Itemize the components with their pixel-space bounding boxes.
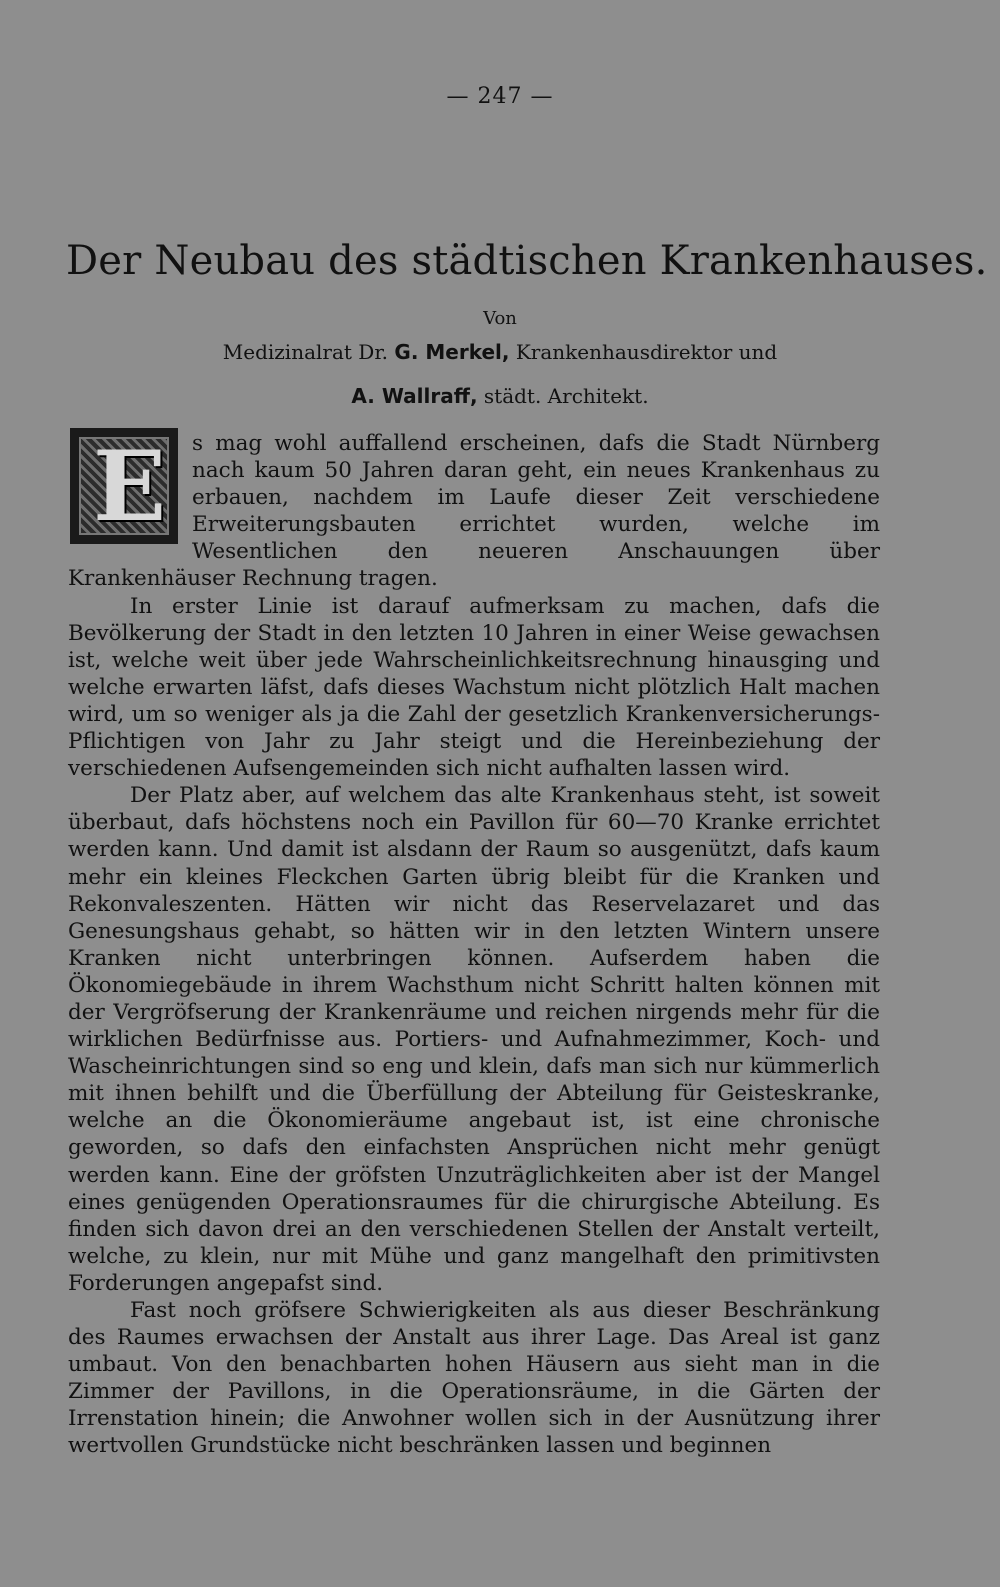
page-number: — 247 —	[446, 84, 554, 109]
author-1-name: G. Merkel,	[394, 340, 510, 364]
paragraph-1: s mag wohl auffallend erscheinen, dafs die Stadt Nürnberg nach kaum 50 Jahren daran geht, ein neues Krankenhaus zu erbauen, nachdem im Laufe dieser Zeit verschiedene Erweiterungsbauten errichtet wurden, welche im Wesentlichen den neueren Anschauungen über Krankenhäuser Rechnung tragen.	[68, 431, 880, 592]
author-1-title: Medizinalrat Dr.	[222, 340, 389, 364]
byline-von: Von	[483, 308, 517, 329]
author-2-name: A. Wallraff,	[351, 384, 478, 408]
author-1-role: Krankenhausdirektor und	[515, 340, 778, 364]
byline-author-2	[0, 384, 1000, 408]
byline-author-1	[0, 340, 1000, 364]
initial-letter: E	[93, 430, 167, 543]
article-title: Der Neubau des städtischen Krankenhauses.	[66, 238, 988, 284]
article-body	[68, 430, 880, 1460]
paragraph-4: Fast noch gröfsere Schwierigkeiten als aus dieser Beschränkung des Raumes erwachsen der Anstalt aus ihrer Lage. Das Areal ist ganz umbaut. Von den benachbarten hohen Häusern aus sieht man in die Zimmer der Pavillons, in die Operationsräume, in die Gärten der Irrenstation hinein; die Anwohner wollen sich in der Ausnützung ihrer wertvollen Grundstücke nicht beschränken lassen und beginnen	[68, 1298, 880, 1459]
author-2-role: städt. Architekt.	[483, 384, 649, 408]
paragraph-3: Der Platz aber, auf welchem das alte Krankenhaus steht, ist soweit überbaut, dafs höchstens noch ein Pavillon für 60—70 Kranke errichtet werden kann. Und damit ist alsdann der Raum so ausgenützt, dafs kaum mehr ein kleines Fleckchen Garten übrig bleibt für die Kranken und Rekonvaleszenten. Hätten wir nicht das Reservelazaret und das Genesungshaus gehabt, so hätten wir in den letzten Wintern unsere Kranken nicht unterbringen können. Aufserdem haben die Ökonomiegebäude in ihrem Wachsthum nicht Schritt halten können mit der Vergröfserung der Krankenräume und reichen nirgends mehr für die wirklichen Bedürfnisse aus. Portiers- und Aufnahmezimmer, Koch- und Wascheinrichtungen sind so eng und klein, dafs man sich nur kümmerlich mit ihnen behilft und die Überfüllung der Abteilung für Geisteskranke, welche an die Ökonomieräume angebaut ist, ist eine chronische geworden, so dafs den einfachsten Ansprüchen nicht mehr genügt werden kann. Eine der gröfsten Unzuträglichkeiten aber ist der Mangel eines genügenden Operationsraumes für die chirurgische Abteilung. Es finden sich davon drei an den verschiedenen Stellen der Anstalt verteilt, welche, zu klein, nur mit Mühe und ganz mangelhaft den primitivsten Forderungen angepafst sind.	[68, 783, 880, 1296]
paragraph-2: In erster Linie ist darauf aufmerksam zu machen, dafs die Bevölkerung der Stadt in den letzten 10 Jahren in einer Weise gewachsen ist, welche weit über jede Wahrscheinlichkeitsrechnung hinausging und welche erwarten läfst, dafs dieses Wachstum nicht plötzlich Halt machen wird, um so weniger als ja die Zahl der gesetzlich Krankenversicherungs-Pflichtigen von Jahr zu Jahr steigt und die Hereinbeziehung der verschiedenen Aufsengemeinden sich nicht aufhalten lassen wird.	[68, 593, 880, 782]
